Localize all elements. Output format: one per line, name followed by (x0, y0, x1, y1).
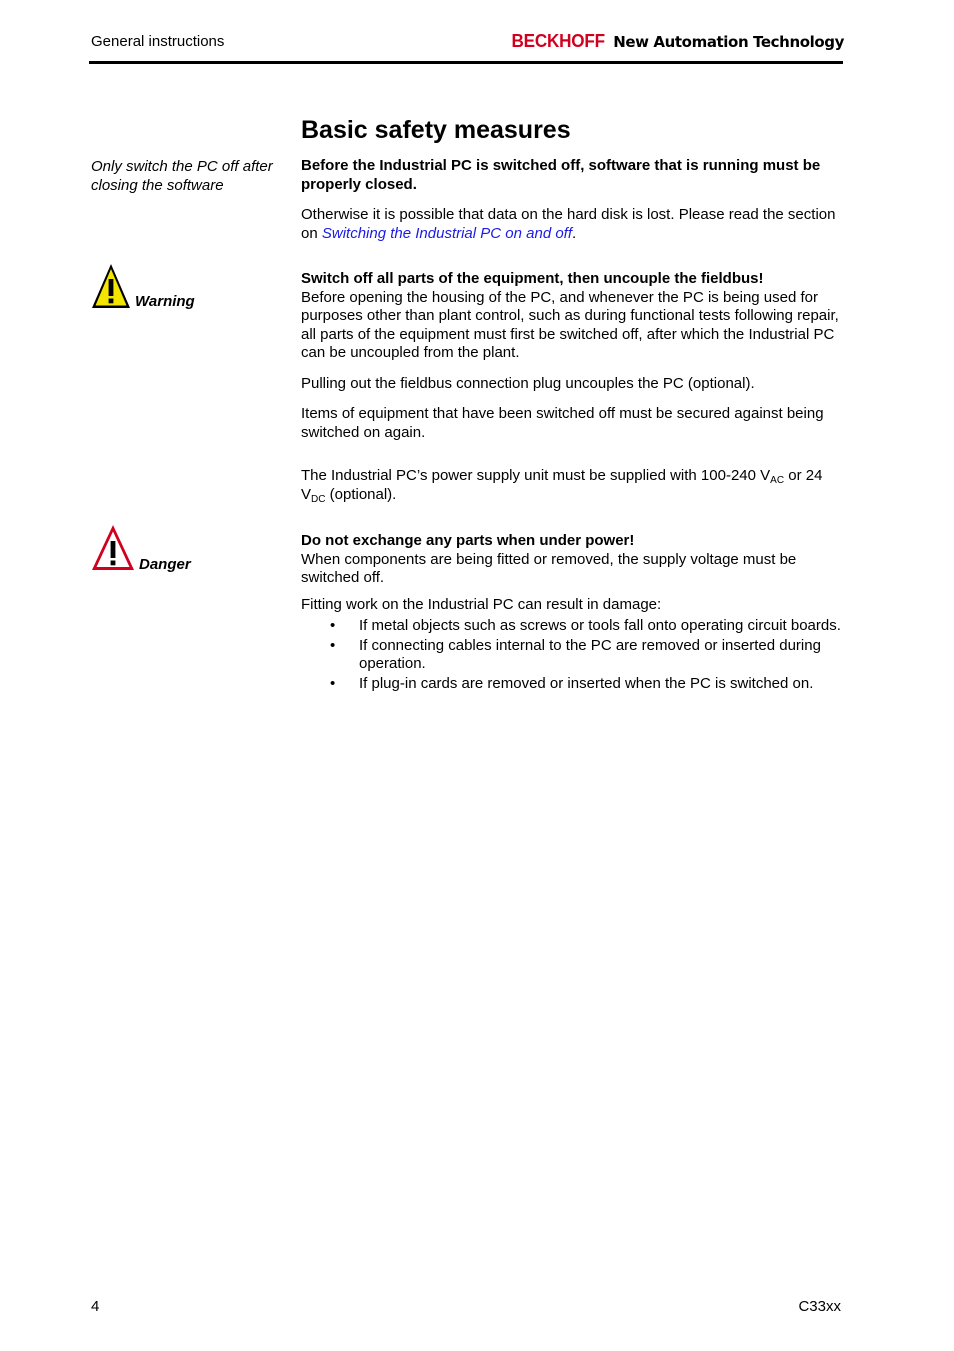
list-item-text: If metal objects such as screws or tools fall onto operating circuit boards. (359, 617, 841, 634)
software-close-text (301, 206, 841, 243)
fieldbus-text: Pulling out the fieldbus connection plug uncouples the PC (optional). (301, 374, 755, 392)
page-number: 4 (91, 1298, 100, 1315)
list-item (301, 637, 841, 674)
damage-list (301, 617, 841, 693)
power-a: The Industrial PC’s power supply unit must be supplied with 100-240 V (301, 467, 771, 484)
power-b: or 24 V (301, 467, 823, 503)
software-close-text-a: Otherwise it is possible that data on the hard disk is lost. Please read the section on (301, 206, 836, 242)
header-section: General instructions (91, 33, 225, 50)
warning-label: Warning (135, 293, 195, 310)
power-sub-ac: AC (770, 475, 785, 486)
block-software-close (301, 157, 841, 243)
power-supply-text (301, 467, 841, 504)
software-close-heading: Before the Industrial PC is switched off, software that is running must be properly closed. (301, 157, 821, 193)
page-title: Basic safety measures (301, 116, 571, 144)
header-rule (89, 61, 843, 64)
power-sub-dc: DC (311, 493, 326, 505)
list-item-text: If plug-in cards are removed or inserted when the PC is switched on. (359, 674, 814, 692)
side-note: Only switch the PC off after closing the software (91, 158, 273, 194)
block-warning (301, 270, 841, 504)
software-close-text-b: . (572, 224, 577, 242)
damage-intro: Fitting work on the Industrial PC can result in damage: (301, 595, 662, 613)
danger-text: When components are being fitted or removed, the supply voltage must be switched off. (301, 550, 797, 586)
list-item (301, 617, 841, 636)
warning-icon (90, 262, 132, 310)
list-item (301, 675, 841, 694)
bullet-icon: • (330, 674, 336, 692)
warning-marker (90, 262, 195, 310)
warning-text: Before opening the housing of the PC, and whenever the PC is being used for purposes other than plant control, such as during functional tests following repair, all parts of the equipment must first be switched off, after which the Industrial PC can be uncoupled from the plant. (301, 288, 839, 361)
danger-icon (90, 523, 136, 573)
bullet-icon: • (330, 617, 336, 634)
brand-tagline: New Automation Technology (613, 33, 844, 51)
brand-logo (509, 31, 844, 52)
danger-label: Danger (139, 556, 191, 573)
list-item-text: If connecting cables internal to the PC are removed or inserted during operation. (359, 636, 821, 672)
warning-heading: Switch off all parts of the equipment, then uncouple the fieldbus! (301, 270, 764, 287)
danger-marker (90, 523, 191, 573)
switching-link[interactable]: Switching the Industrial PC on and off (321, 224, 573, 242)
power-c: (optional). (325, 485, 397, 503)
block-danger (301, 532, 841, 694)
brand-name: BECKHOFF (511, 31, 605, 51)
danger-heading: Do not exchange any parts when under power! (301, 532, 635, 549)
bullet-icon: • (330, 636, 336, 654)
document-id: C33xx (798, 1298, 841, 1315)
secure-text: Items of equipment that have been switched off must be secured against being switched on again. (301, 405, 824, 441)
